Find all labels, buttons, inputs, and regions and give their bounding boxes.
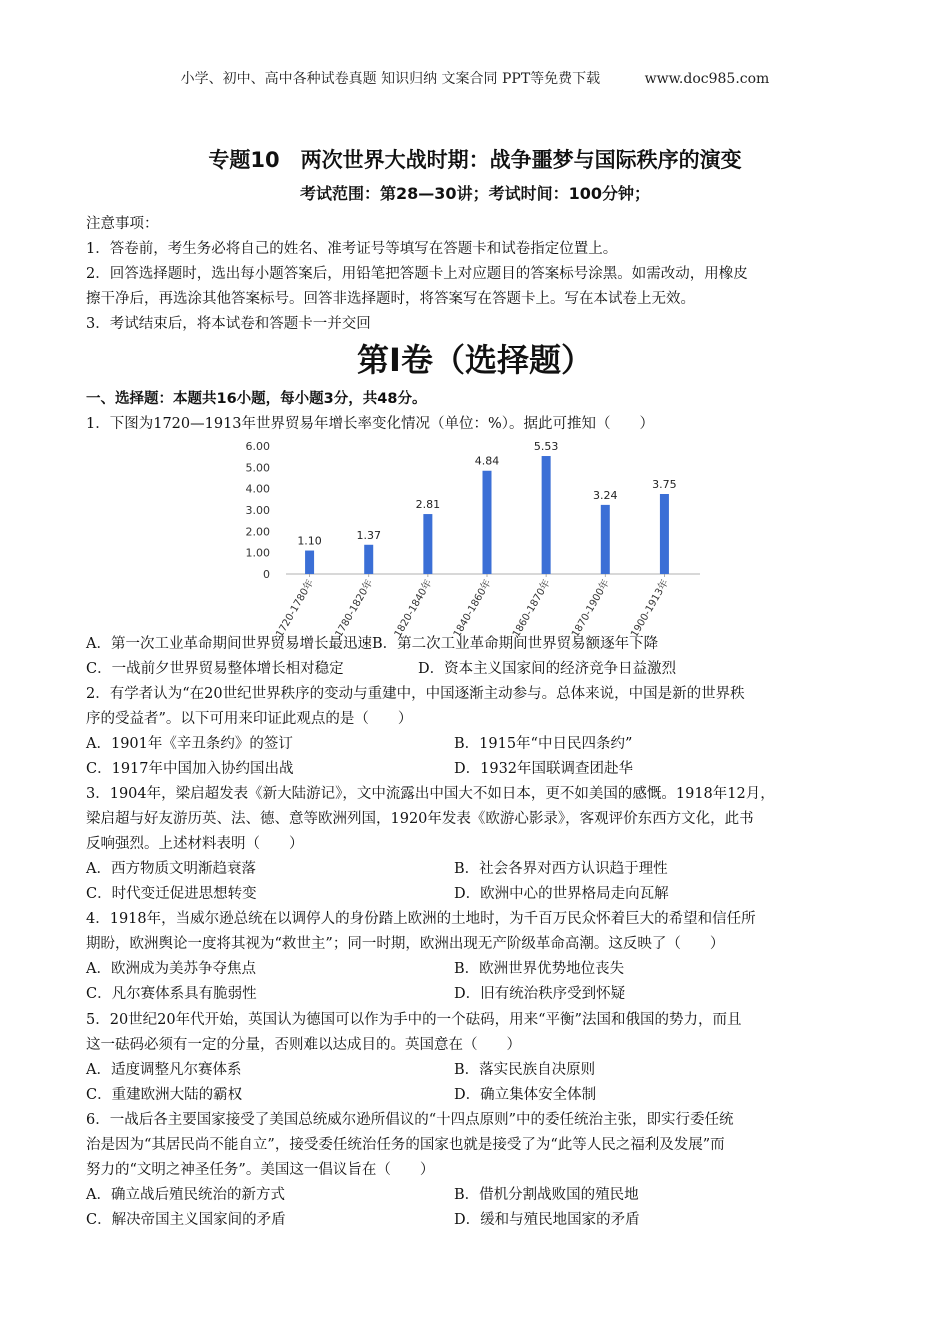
bar-value-label: 3.24 xyxy=(593,488,618,502)
q6-stem-line1: 6．一战后各主要国家接受了美国总统威尔逊所倡议的“十四点原则”中的委任统治主张，即实行委任统 xyxy=(86,1112,734,1128)
q6-stem-line3: 努力的“文明之神圣任务”。美国这一倡议旨在（ ） xyxy=(86,1162,435,1178)
x-category-label: 1780-1820年 xyxy=(333,578,376,636)
q1-option-c[interactable]: C．一战前夕世界贸易整体增长相对稳定 xyxy=(86,661,344,677)
q6-option-d[interactable]: D．缓和与殖民地国家的矛盾 xyxy=(454,1212,640,1228)
q3-stem-line2: 梁启超与好友游历英、法、德、意等欧洲列国，1920年发表《欧游心影录》，客观评价东西方文化，此书 xyxy=(86,811,754,827)
trade-growth-chart xyxy=(240,436,710,636)
x-category-label: 1720-1780年 xyxy=(274,578,317,636)
x-category-label: 1860-1870年 xyxy=(510,578,553,636)
q4-option-d[interactable]: D．旧有统治秩序受到怀疑 xyxy=(454,986,626,1002)
q5-option-a[interactable]: A．适度调整凡尔赛体系 xyxy=(86,1062,242,1078)
bar-2 xyxy=(364,545,373,574)
question-4-stem xyxy=(86,907,876,957)
q5-option-b[interactable]: B．落实民族自决原则 xyxy=(454,1062,596,1078)
q6-option-b[interactable]: B．借机分割战败国的殖民地 xyxy=(454,1187,639,1203)
bar-5 xyxy=(542,456,551,574)
q3-option-b[interactable]: B．社会各界对西方认识趋于理性 xyxy=(454,861,668,877)
q3-stem-line3: 反响强烈。上述材料表明（ ） xyxy=(86,836,304,852)
q1-option-d[interactable]: D．资本主义国家间的经济竞争日益激烈 xyxy=(418,661,677,677)
question-6-options xyxy=(86,1183,876,1233)
instructions-heading: 注意事项： xyxy=(86,216,159,232)
y-tick-label: 5.00 xyxy=(245,461,270,475)
x-category-label: 1840-1860年 xyxy=(451,578,494,636)
bar-6 xyxy=(601,505,610,574)
question-3-stem xyxy=(86,782,876,857)
header-site-link[interactable]: www.doc985.com xyxy=(644,71,770,87)
question-5-options xyxy=(86,1058,876,1108)
exam-scope: 考试范围：第28—30讲；考试时间：100分钟； xyxy=(300,184,650,203)
question-2-stem xyxy=(86,682,876,732)
bar-1 xyxy=(305,551,314,574)
q5-stem-line1: 5．20世纪20年代开始，英国认为德国可以作为手中的一个砝码，用来“平衡”法国和俄国的势力，而且 xyxy=(86,1012,742,1028)
instruction-1: 1．答卷前，考生务必将自己的姓名、准考证号等填写在答题卡和试卷指定位置上。 xyxy=(86,241,618,257)
q2-stem-line2: 序的受益者”。以下可用来印证此观点的是（ ） xyxy=(86,711,413,727)
page-title: 专题10 两次世界大战时期：战争噩梦与国际秩序的演变 xyxy=(208,148,742,172)
q6-option-c[interactable]: C．解决帝国主义国家间的矛盾 xyxy=(86,1212,286,1228)
q1-option-a[interactable]: A．第一次工业革命期间世界贸易增长最迅速 xyxy=(86,636,372,652)
x-category-label: 1870-1900年 xyxy=(570,578,612,636)
y-tick-label: 2.00 xyxy=(245,525,270,539)
instruction-2b: 擦干净后，再选涂其他答案标号。回答非选择题时，将答案写在答题卡上。写在本试卷上无效。 xyxy=(86,291,695,307)
question-4-options xyxy=(86,957,876,1007)
y-tick-label: 6.00 xyxy=(245,440,270,453)
q6-option-a[interactable]: A．确立战后殖民统治的新方式 xyxy=(86,1187,285,1203)
instructions xyxy=(86,212,866,337)
q3-option-c[interactable]: C．时代变迁促进思想转变 xyxy=(86,886,257,902)
y-tick-label: 4.00 xyxy=(245,482,270,496)
question-6-stem xyxy=(86,1108,876,1183)
x-category-label: 1820-1840年 xyxy=(392,578,435,636)
bar-value-label: 1.10 xyxy=(297,534,322,548)
q2-option-d[interactable]: D．1932年国联调查团赴华 xyxy=(454,761,634,777)
q2-option-c[interactable]: C．1917年中国加入协约国出战 xyxy=(86,761,294,777)
q4-option-b[interactable]: B．欧洲世界优势地位丧失 xyxy=(454,961,625,977)
bar-value-label: 5.53 xyxy=(533,440,559,454)
question-3-options xyxy=(86,857,876,907)
q6-stem-line2: 治是因为“其居民尚不能自立”，接受委任统治任务的国家也就是接受了为“此等人民之福利及发展”而 xyxy=(86,1137,725,1153)
y-tick-label: 3.00 xyxy=(245,504,270,517)
bar-chart-svg xyxy=(240,436,710,636)
page-header xyxy=(0,68,950,88)
q5-option-d[interactable]: D．确立集体安全体制 xyxy=(454,1087,597,1103)
bar-4 xyxy=(483,471,492,574)
header-text: 小学、初中、高中各种试卷真题 知识归纳 文案合同 PPT等免费下载 xyxy=(180,71,601,87)
q2-option-b[interactable]: B．1915年“中日民四条约” xyxy=(454,736,633,752)
bar-value-label: 2.81 xyxy=(415,498,441,512)
q5-stem-line2: 这一砝码必须有一定的分量，否则难以达成目的。英国意在（ ） xyxy=(86,1037,521,1053)
question-1-stem: 1．下图为1720—1913年世界贸易年增长率变化情况（单位：%）。据此可推知（ ） xyxy=(86,416,655,432)
q4-stem-line1: 4．1918年，当威尔逊总统在以调停人的身份踏上欧洲的土地时，为千百万民众怀着巨大的希望和信任所 xyxy=(86,911,756,927)
bar-value-label: 1.37 xyxy=(356,528,381,542)
y-tick-label: 1.00 xyxy=(245,546,270,560)
q3-option-a[interactable]: A．西方物质文明渐趋衰落 xyxy=(86,861,256,877)
section-heading: 一、选择题：本题共16小题，每小题3分，共48分。 xyxy=(86,391,427,407)
bar-value-label: 3.75 xyxy=(652,478,677,491)
q3-stem-line1: 3．1904年，梁启超发表《新大陆游记》，文中流露出中国大不如日本，更不如美国的感慨。1918年12月， xyxy=(86,786,775,802)
q2-stem-line1: 2．有学者认为“在20世纪世界秩序的变动与重建中，中国逐渐主动参与。总体来说，中国是新的世界秩 xyxy=(86,686,745,702)
instruction-2a: 2．回答选择题时，选出每小题答案后，用铅笔把答题卡上对应题目的答案标号涂黑。如需改动，用橡皮 xyxy=(86,266,748,282)
q4-stem-line2: 期盼，欧洲舆论一度将其视为“救世主”；同一时期，欧洲出现无产阶级革命高潮。这反映了（ ） xyxy=(86,936,725,952)
question-5-stem xyxy=(86,1008,876,1058)
q5-option-c[interactable]: C．重建欧洲大陆的霸权 xyxy=(86,1087,243,1103)
x-category-label: 1900-1913年 xyxy=(629,578,672,636)
bar-value-label: 4.84 xyxy=(474,454,500,468)
question-1-options xyxy=(86,632,876,682)
q4-option-c[interactable]: C．凡尔赛体系具有脆弱性 xyxy=(86,986,257,1002)
part-title: 第I卷（选择题） xyxy=(357,341,593,379)
q4-option-a[interactable]: A．欧洲成为美苏争夺焦点 xyxy=(86,961,256,977)
q3-option-d[interactable]: D．欧洲中心的世界格局走向瓦解 xyxy=(454,886,669,902)
bar-7 xyxy=(660,494,669,574)
question-2-options xyxy=(86,732,876,782)
q1-option-b[interactable]: B．第二次工业革命期间世界贸易额逐年下降 xyxy=(371,636,659,652)
instruction-3: 3．考试结束后，将本试卷和答题卡一并交回 xyxy=(86,316,371,332)
bar-3 xyxy=(423,514,432,574)
q2-option-a[interactable]: A．1901年《辛丑条约》的签订 xyxy=(86,736,293,752)
y-tick-label: 0 xyxy=(263,568,270,581)
